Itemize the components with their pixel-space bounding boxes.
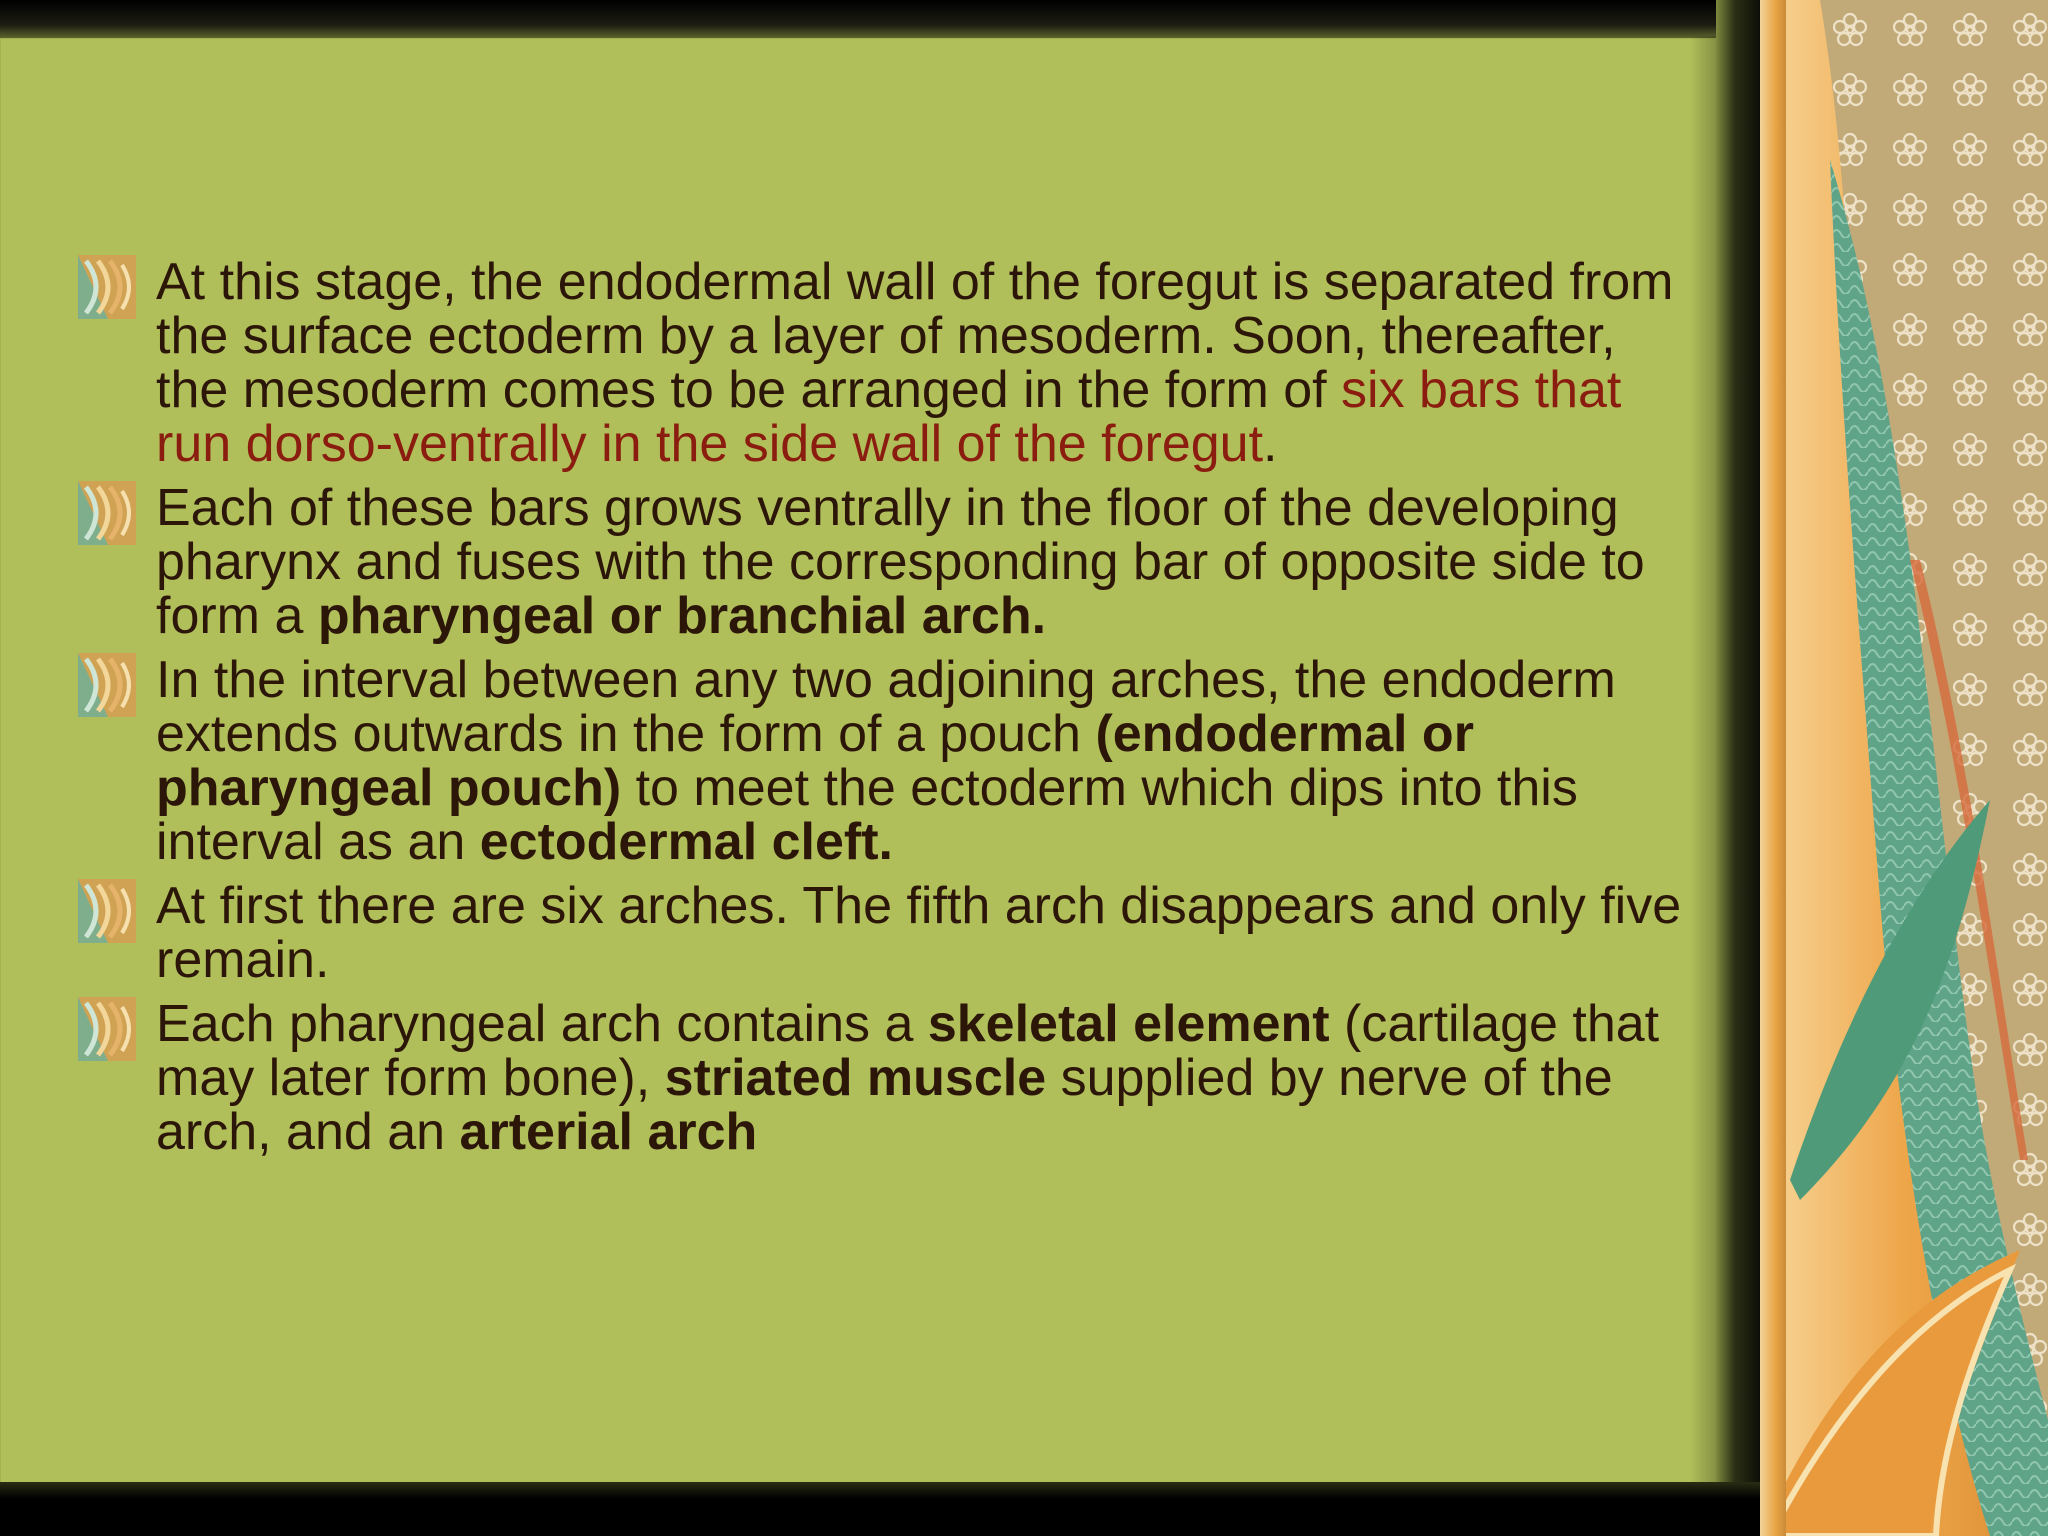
bullet-1-text-end: . (1263, 415, 1278, 473)
swirl-bullet-icon (78, 653, 136, 717)
bullet-5-bold-3: arterial arch (459, 1103, 758, 1161)
bullet-item-3 (78, 653, 1698, 869)
swirl-bullet-icon (78, 255, 136, 319)
bullet-2-bold: pharyngeal or branchial arch. (317, 587, 1047, 645)
bullet-1-text: At this stage, the endodermal wall of the foregut is separated from the surface ectoderm by a layer of mesoderm. Soon, thereafter, the mesoderm comes to be arranged in the form of (156, 253, 1674, 419)
frame-top (0, 0, 1760, 42)
frame-right (1716, 0, 1762, 1536)
bullet-5-text-3: supplied by nerve of the arch, and an (156, 1049, 1613, 1161)
bullet-4-text: At first there are six arches. The fifth arch disappears and only five remain. (156, 877, 1682, 989)
frame-bottom (0, 1482, 1780, 1536)
decorative-pattern (1760, 0, 2048, 1536)
bullet-5-bold-2: striated muscle (664, 1049, 1047, 1107)
swirl-bullet-icon (78, 879, 136, 943)
bullet-5-bold-1: skeletal element (927, 995, 1330, 1053)
bullet-list (78, 255, 1698, 1169)
bullet-1-highlight: six bars that run dorso-ventrally in the side wall of the foregut (156, 361, 1622, 473)
bullet-item-5 (78, 997, 1698, 1159)
bullet-2-text: Each of these bars grows ventrally in the floor of the developing pharynx and fuses with the corresponding bar of opposite side to form a (156, 479, 1645, 645)
decorative-strip (1760, 0, 2048, 1536)
bullet-3-bold-2: ectodermal cleft. (479, 813, 893, 871)
bullet-3-text: In the interval between any two adjoining arches, the endoderm extends outwards in the form of a pouch (156, 651, 1616, 763)
bullet-item-4 (78, 879, 1698, 987)
swirl-bullet-icon (78, 997, 136, 1061)
bullet-item-1 (78, 255, 1698, 471)
bullet-item-2 (78, 481, 1698, 643)
bullet-3-text-2: to meet the ectoderm which dips into this interval as an (156, 759, 1578, 871)
swirl-bullet-icon (78, 481, 136, 545)
bullet-5-text-2: (cartilage that may later form bone), (156, 995, 1660, 1107)
decorative-edge (1760, 0, 1786, 1536)
bullet-5-text: Each pharyngeal arch contains a (156, 995, 928, 1053)
bullet-3-bold-1: (endodermal or pharyngeal pouch) (156, 705, 1474, 817)
